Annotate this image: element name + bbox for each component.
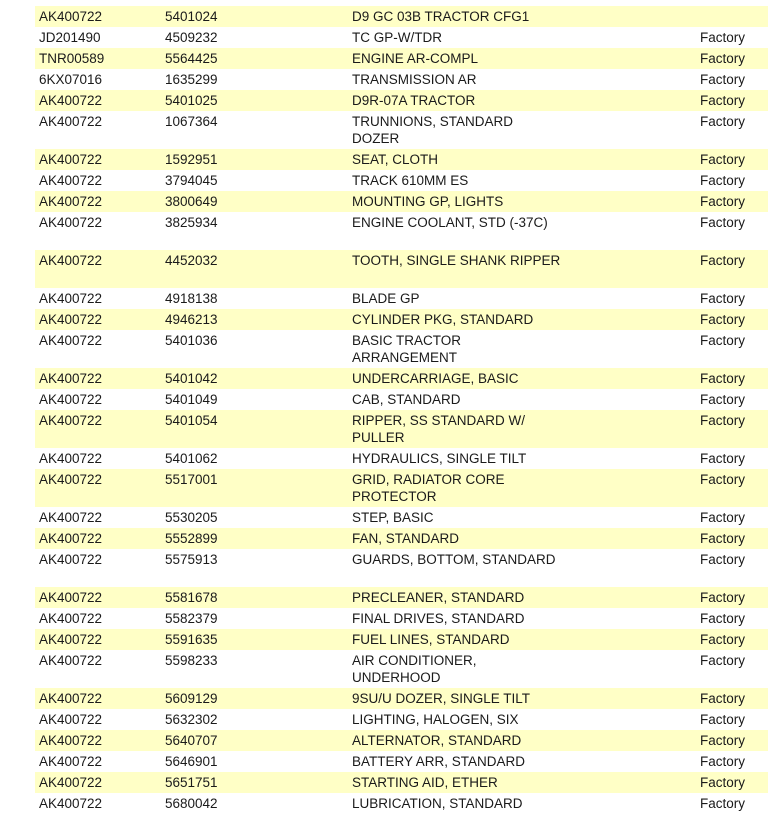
serial-number-cell: AK400722	[39, 472, 103, 487]
description-cell: ALTERNATOR, STANDARD	[352, 733, 522, 748]
table-row	[35, 309, 768, 330]
table-row	[35, 389, 768, 410]
table-row	[35, 191, 768, 212]
serial-number-cell: AK400722	[39, 413, 103, 428]
part-number-cell: 3825934	[165, 215, 218, 230]
table-row	[35, 6, 768, 27]
part-number-cell: 4946213	[165, 312, 218, 327]
table-row	[35, 587, 768, 608]
source-cell: Factory	[700, 712, 746, 727]
description-cell: RIPPER, SS STANDARD W/ PULLER	[352, 413, 526, 445]
description-cell: MOUNTING GP, LIGHTS	[352, 194, 504, 209]
part-number-cell: 5401025	[165, 93, 218, 108]
serial-number-cell: AK400722	[39, 754, 103, 769]
source-cell: Factory	[700, 653, 746, 668]
part-number-cell: 1067364	[165, 114, 218, 129]
description-cell: LIGHTING, HALOGEN, SIX	[352, 712, 519, 727]
serial-number-cell: AK400722	[39, 632, 103, 647]
serial-number-cell: AK400722	[39, 733, 103, 748]
description-cell: UNDERCARRIAGE, BASIC	[352, 371, 519, 386]
part-number-cell: 5598233	[165, 653, 218, 668]
table-row	[35, 650, 768, 688]
source-cell: Factory	[700, 691, 746, 706]
part-number-cell: 5680042	[165, 796, 218, 811]
serial-number-cell: AK400722	[39, 333, 103, 348]
serial-number-cell: AK400722	[39, 590, 103, 605]
source-cell: Factory	[700, 215, 746, 230]
source-cell: Factory	[700, 333, 746, 348]
source-cell: Factory	[700, 510, 746, 525]
table-row	[35, 709, 768, 730]
serial-number-cell: AK400722	[39, 510, 103, 525]
serial-number-cell: AK400722	[39, 611, 103, 626]
table-row	[35, 111, 768, 149]
source-cell: Factory	[700, 371, 746, 386]
description-cell: PRECLEANER, STANDARD	[352, 590, 525, 605]
serial-number-cell: AK400722	[39, 93, 103, 108]
table-row	[35, 528, 768, 549]
part-number-cell: 5401054	[165, 413, 218, 428]
table-row	[35, 250, 768, 288]
description-cell: TRANSMISSION AR	[352, 72, 477, 87]
table-row	[35, 751, 768, 772]
description-cell: STEP, BASIC	[352, 510, 434, 525]
description-cell: ENGINE AR-COMPL	[352, 51, 479, 66]
part-number-cell: 5575913	[165, 552, 218, 567]
table-row	[35, 448, 768, 469]
part-number-cell: 4452032	[165, 253, 218, 268]
serial-number-cell: TNR00589	[39, 51, 105, 66]
description-cell: FUEL LINES, STANDARD	[352, 632, 510, 647]
serial-number-cell: AK400722	[39, 173, 103, 188]
serial-number-cell: 6KX07016	[39, 72, 103, 87]
source-cell: Factory	[700, 30, 746, 45]
part-number-cell: 5591635	[165, 632, 218, 647]
serial-number-cell: AK400722	[39, 775, 103, 790]
part-number-cell: 5640707	[165, 733, 218, 748]
description-cell: CAB, STANDARD	[352, 392, 461, 407]
table-row	[35, 507, 768, 528]
part-number-cell: 1635299	[165, 72, 218, 87]
part-number-cell: 5401036	[165, 333, 218, 348]
description-cell: BLADE GP	[352, 291, 420, 306]
table-row	[35, 212, 768, 250]
description-cell: SEAT, CLOTH	[352, 152, 439, 167]
part-number-cell: 5651751	[165, 775, 218, 790]
table-row	[35, 149, 768, 170]
description-cell: AIR CONDITIONER, UNDERHOOD	[352, 653, 477, 685]
source-cell: Factory	[700, 632, 746, 647]
table-row	[35, 69, 768, 90]
source-cell: Factory	[700, 552, 746, 567]
part-number-cell: 5632302	[165, 712, 218, 727]
source-cell: Factory	[700, 173, 746, 188]
source-cell: Factory	[700, 796, 746, 811]
description-cell: ENGINE COOLANT, STD (-37C)	[352, 215, 548, 230]
table-row	[35, 288, 768, 309]
source-cell: Factory	[700, 392, 746, 407]
source-cell: Factory	[700, 733, 746, 748]
table-row	[35, 368, 768, 389]
part-number-cell: 5582379	[165, 611, 218, 626]
part-number-cell: 4509232	[165, 30, 218, 45]
description-cell: TRUNNIONS, STANDARD DOZER	[352, 114, 514, 146]
source-cell: Factory	[700, 590, 746, 605]
part-number-cell: 5609129	[165, 691, 218, 706]
table-row	[35, 27, 768, 48]
description-cell: BASIC TRACTOR ARRANGEMENT	[352, 333, 462, 365]
description-cell: D9R-07A TRACTOR	[352, 93, 476, 108]
part-number-cell: 5530205	[165, 510, 218, 525]
source-cell: Factory	[700, 253, 746, 268]
description-cell: GUARDS, BOTTOM, STANDARD	[352, 552, 556, 567]
serial-number-cell: AK400722	[39, 312, 103, 327]
part-number-cell: 5401042	[165, 371, 218, 386]
serial-number-cell: AK400722	[39, 552, 103, 567]
description-cell: TOOTH, SINGLE SHANK RIPPER	[352, 253, 561, 268]
table-row	[35, 549, 768, 587]
table-row	[35, 629, 768, 650]
serial-number-cell: JD201490	[39, 30, 101, 45]
part-number-cell: 5581678	[165, 590, 218, 605]
table-row	[35, 410, 768, 448]
part-number-cell: 5564425	[165, 51, 218, 66]
serial-number-cell: AK400722	[39, 371, 103, 386]
table-row	[35, 48, 768, 69]
serial-number-cell: AK400722	[39, 194, 103, 209]
table-row	[35, 90, 768, 111]
description-cell: D9 GC 03B TRACTOR CFG1	[352, 9, 530, 24]
part-number-cell: 3800649	[165, 194, 218, 209]
table-row	[35, 793, 768, 814]
serial-number-cell: AK400722	[39, 653, 103, 668]
part-number-cell: 3794045	[165, 173, 218, 188]
part-number-cell: 5517001	[165, 472, 218, 487]
description-cell: GRID, RADIATOR CORE PROTECTOR	[352, 472, 505, 504]
table-row	[35, 170, 768, 191]
part-number-cell: 5646901	[165, 754, 218, 769]
description-cell: STARTING AID, ETHER	[352, 775, 498, 790]
description-cell: FAN, STANDARD	[352, 531, 460, 546]
source-cell: Factory	[700, 775, 746, 790]
part-number-cell: 4918138	[165, 291, 218, 306]
source-cell: Factory	[700, 291, 746, 306]
table-row	[35, 772, 768, 793]
serial-number-cell: AK400722	[39, 291, 103, 306]
part-number-cell: 5401062	[165, 451, 218, 466]
serial-number-cell: AK400722	[39, 215, 103, 230]
source-cell: Factory	[700, 114, 746, 129]
serial-number-cell: AK400722	[39, 253, 103, 268]
part-number-cell: 5552899	[165, 531, 218, 546]
serial-number-cell: AK400722	[39, 392, 103, 407]
description-cell: TRACK 610MM ES	[352, 173, 469, 188]
description-cell: TC GP-W/TDR	[352, 30, 442, 45]
source-cell: Factory	[700, 413, 746, 428]
table-row	[35, 330, 768, 368]
source-cell: Factory	[700, 611, 746, 626]
description-cell: CYLINDER PKG, STANDARD	[352, 312, 534, 327]
source-cell: Factory	[700, 531, 746, 546]
source-cell: Factory	[700, 93, 746, 108]
source-cell: Factory	[700, 451, 746, 466]
description-cell: HYDRAULICS, SINGLE TILT	[352, 451, 527, 466]
part-number-cell: 5401049	[165, 392, 218, 407]
serial-number-cell: AK400722	[39, 712, 103, 727]
serial-number-cell: AK400722	[39, 114, 103, 129]
parts-table	[35, 6, 768, 814]
source-cell: Factory	[700, 312, 746, 327]
serial-number-cell: AK400722	[39, 691, 103, 706]
source-cell: Factory	[700, 194, 746, 209]
source-cell: Factory	[700, 152, 746, 167]
source-cell: Factory	[700, 472, 746, 487]
table-row	[35, 608, 768, 629]
description-cell: 9SU/U DOZER, SINGLE TILT	[352, 691, 531, 706]
serial-number-cell: AK400722	[39, 531, 103, 546]
part-number-cell: 5401024	[165, 9, 218, 24]
serial-number-cell: AK400722	[39, 451, 103, 466]
source-cell: Factory	[700, 754, 746, 769]
table-row	[35, 469, 768, 507]
description-cell: BATTERY ARR, STANDARD	[352, 754, 526, 769]
table-row	[35, 688, 768, 709]
serial-number-cell: AK400722	[39, 796, 103, 811]
part-number-cell: 1592951	[165, 152, 218, 167]
source-cell: Factory	[700, 51, 746, 66]
description-cell: FINAL DRIVES, STANDARD	[352, 611, 525, 626]
table-row	[35, 730, 768, 751]
serial-number-cell: AK400722	[39, 152, 103, 167]
serial-number-cell: AK400722	[39, 9, 103, 24]
source-cell: Factory	[700, 72, 746, 87]
description-cell: LUBRICATION, STANDARD	[352, 796, 523, 811]
